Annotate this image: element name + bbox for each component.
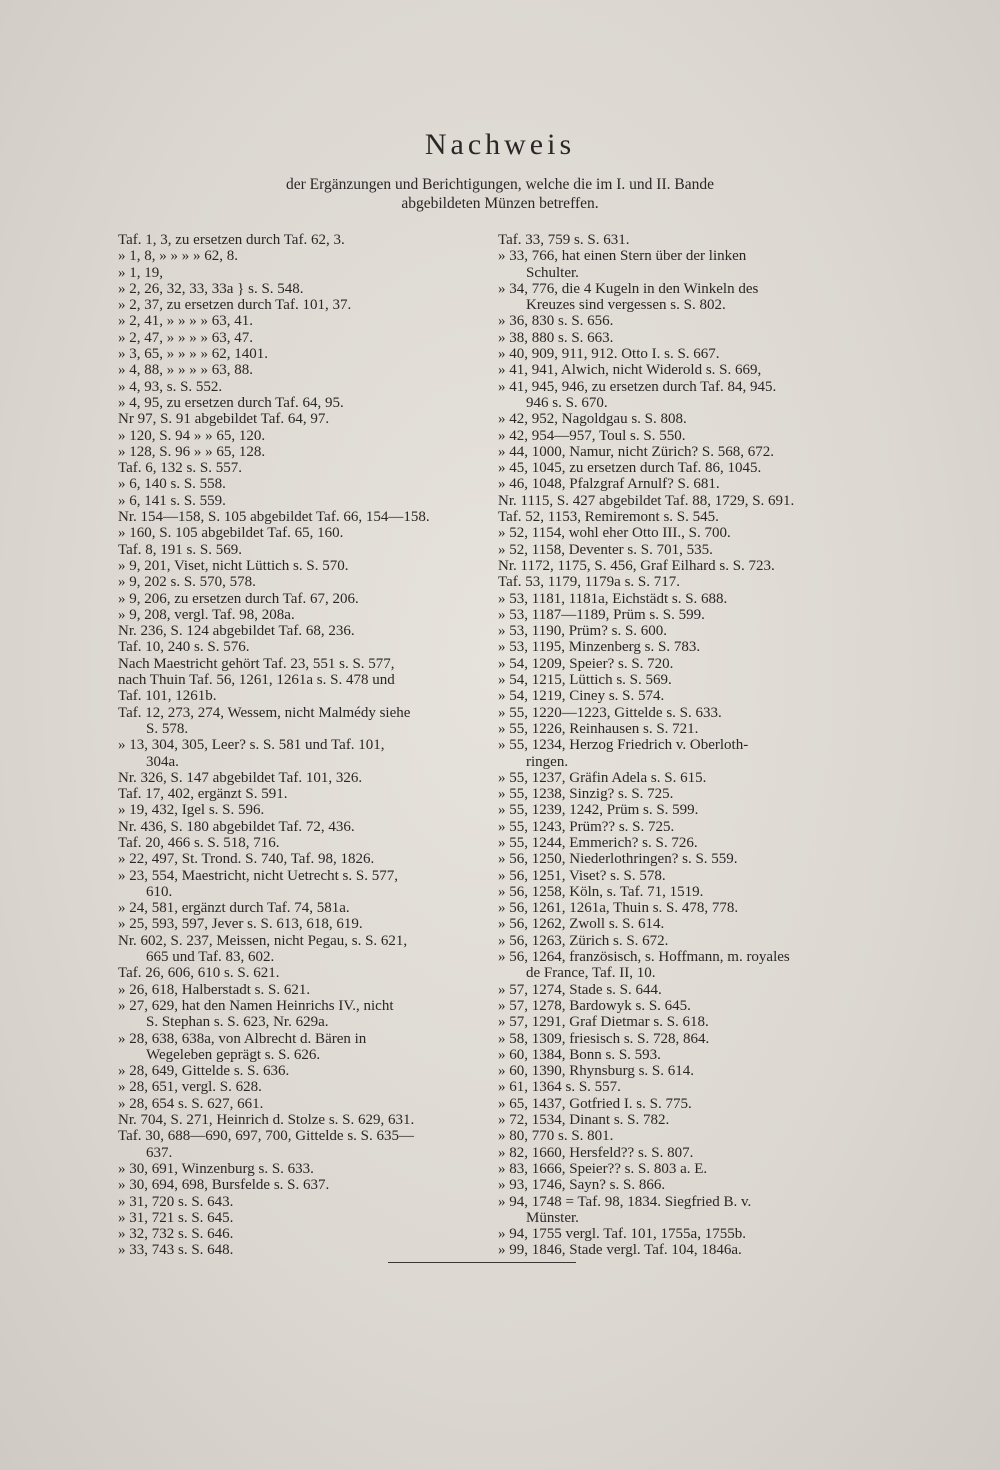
index-entry-line: » 24, 581, ergänzt durch Taf. 74, 581a. <box>118 900 350 917</box>
index-entry-line: » 2, 41, » » » » 63, 41. <box>118 313 253 330</box>
index-entry-line: » 56, 1250, Niederlothringen? s. S. 559. <box>498 851 738 868</box>
index-entry-line: » 44, 1000, Namur, nicht Zürich? S. 568, 672. <box>498 443 775 460</box>
index-entry-line: Nach Maestricht gehört Taf. 23, 551 s. S. 577, <box>118 655 395 672</box>
index-entry-line: Nr. 602, S. 237, Meissen, nicht Pegau, s. S. 621, <box>118 932 408 949</box>
index-entry-line: » 26, 618, Halberstadt s. S. 621. <box>118 981 311 998</box>
index-entry-line: » 55, 1239, 1242, Prüm s. S. 599. <box>498 802 699 819</box>
index-entry-line: » 65, 1437, Gotfried I. s. S. 775. <box>498 1095 692 1112</box>
index-entry-line: » 28, 638, 638a, von Albrecht d. Bären in <box>118 1030 367 1047</box>
subtitle-line-1: der Ergänzungen und Berichtigungen, welche die im I. und II. Bande <box>286 176 714 193</box>
index-entry-line: Nr 97, S. 91 abgebildet Taf. 64, 97. <box>118 411 330 428</box>
index-entry-line: » 82, 1660, Hersfeld?? s. S. 807. <box>498 1144 694 1161</box>
index-entry-line: » 4, 95, zu ersetzen durch Taf. 64, 95. <box>118 394 344 411</box>
index-entry-line: » 56, 1261, 1261a, Thuin s. S. 478, 778. <box>498 900 739 917</box>
index-entry-line: » 41, 945, 946, zu ersetzen durch Taf. 84, 945. <box>498 378 777 395</box>
index-entry-line: » 128, S. 96 » » 65, 128. <box>118 443 266 460</box>
index-entry-line: » 54, 1219, Ciney s. S. 574. <box>498 688 665 705</box>
index-entry-line: » 36, 830 s. S. 656. <box>498 313 614 330</box>
index-entry-line: 665 und Taf. 83, 602. <box>146 949 275 966</box>
index-entry-line: » 56, 1263, Zürich s. S. 672. <box>498 932 669 949</box>
page-title: Nachweis <box>424 128 576 161</box>
index-entry-line: Taf. 26, 606, 610 s. S. 621. <box>118 965 280 982</box>
index-entry-line: nach Thuin Taf. 56, 1261, 1261a s. S. 478 und <box>118 672 395 689</box>
index-entry-line: » 1, 19, <box>118 264 163 281</box>
index-entry-line: 946 s. S. 670. <box>526 394 608 411</box>
index-entry-line: » 32, 732 s. S. 646. <box>118 1226 234 1243</box>
index-entry-line: Taf. 30, 688—690, 697, 700, Gittelde s. S. 635— <box>118 1128 415 1145</box>
index-entry-line: » 94, 1755 vergl. Taf. 101, 1755a, 1755b. <box>498 1226 746 1243</box>
index-entry-line: » 30, 691, Winzenburg s. S. 633. <box>118 1160 314 1177</box>
index-entry-line: » 58, 1309, friesisch s. S. 728, 864. <box>498 1030 710 1047</box>
index-entry-line: Nr. 704, S. 271, Heinrich d. Stolze s. S. 629, 631. <box>118 1112 415 1129</box>
index-entry-line: » 40, 909, 911, 912. Otto I. s. S. 667. <box>498 346 720 363</box>
index-entry-line: » 9, 208, vergl. Taf. 98, 208a. <box>118 606 295 623</box>
index-entry-line: » 54, 1209, Speier? s. S. 720. <box>498 655 674 672</box>
index-entry-line: » 53, 1195, Minzenberg s. S. 783. <box>498 639 701 656</box>
index-entry-line: » 9, 201, Viset, nicht Lüttich s. S. 570. <box>118 557 349 574</box>
index-entry-line: Nr. 236, S. 124 abgebildet Taf. 68, 236. <box>118 623 355 640</box>
index-entry-line: » 28, 651, vergl. S. 628. <box>118 1079 262 1096</box>
index-entry-line: ringen. <box>526 753 569 770</box>
index-entry-line: » 55, 1220—1223, Gittelde s. S. 633. <box>498 704 722 721</box>
index-entry-line: » 72, 1534, Dinant s. S. 782. <box>498 1112 670 1129</box>
index-entry-line: Taf. 33, 759 s. S. 631. <box>498 232 630 248</box>
index-entry-line: » 55, 1226, Reinhausen s. S. 721. <box>498 720 699 737</box>
index-entry-line: » 9, 202 s. S. 570, 578. <box>118 574 256 591</box>
right-column <box>498 232 850 1259</box>
index-entry-line: » 42, 952, Nagoldgau s. S. 808. <box>498 411 687 428</box>
index-entry-line: Taf. 20, 466 s. S. 518, 716. <box>118 834 280 851</box>
index-entry-line: » 53, 1187—1189, Prüm s. S. 599. <box>498 606 705 623</box>
index-entry-line: » 2, 47, » » » » 63, 47. <box>118 329 253 346</box>
index-entry-line: » 41, 941, Alwich, nicht Widerold s. S. 669, <box>498 362 762 379</box>
index-entry-line: » 6, 141 s. S. 559. <box>118 492 226 509</box>
index-entry-line: » 2, 26, 32, 33, 33a } s. S. 548. <box>118 280 304 297</box>
index-entry-line: » 80, 770 s. S. 801. <box>498 1128 614 1145</box>
index-entry-line: » 55, 1244, Emmerich? s. S. 726. <box>498 834 698 851</box>
index-entry-line: » 99, 1846, Stade vergl. Taf. 104, 1846a. <box>498 1242 742 1259</box>
index-entry-line: S. 578. <box>146 720 189 737</box>
index-entry-line: » 4, 93, s. S. 552. <box>118 378 223 395</box>
index-entry-line: » 56, 1264, französisch, s. Hoffmann, m. royales <box>498 949 790 966</box>
index-entry-line: Nr. 1172, 1175, S. 456, Graf Eilhard s. S. 723. <box>498 557 775 574</box>
index-entry-line: » 9, 206, zu ersetzen durch Taf. 67, 206. <box>118 590 359 607</box>
index-entry-line: Taf. 10, 240 s. S. 576. <box>118 639 250 656</box>
index-entry-line: » 4, 88, » » » » 63, 88. <box>118 362 253 379</box>
index-entry-line: 304a. <box>146 753 179 770</box>
index-entry-line: » 2, 37, zu ersetzen durch Taf. 101, 37. <box>118 297 352 314</box>
index-entry-line: » 6, 140 s. S. 558. <box>118 476 226 493</box>
index-entry-line: 637. <box>146 1144 173 1161</box>
index-entry-line: » 33, 766, hat einen Stern über der linken <box>498 248 747 265</box>
subtitle-line-2: abgebildeten Münzen betreffen. <box>401 195 599 212</box>
index-entry-line: » 120, S. 94 » » 65, 120. <box>118 427 266 444</box>
index-entry-line: » 1, 8, » » » » 62, 8. <box>118 248 238 265</box>
index-entry-line: » 60, 1390, Rhynsburg s. S. 614. <box>498 1063 694 1080</box>
index-entry-line: » 56, 1258, Köln, s. Taf. 71, 1519. <box>498 883 704 900</box>
index-entry-line: » 55, 1234, Herzog Friedrich v. Oberloth- <box>498 737 749 754</box>
index-entry-line: » 27, 629, hat den Namen Heinrichs IV., nicht <box>118 997 394 1014</box>
index-entry-line: Wegeleben geprägt s. S. 626. <box>146 1046 321 1063</box>
index-entry-line: » 54, 1215, Lüttich s. S. 569. <box>498 672 672 689</box>
closing-rule <box>388 1262 576 1263</box>
index-entry-line: Kreuzes sind vergessen s. S. 802. <box>526 297 726 314</box>
index-entry-line: Münster. <box>526 1209 579 1226</box>
index-entry-line: » 55, 1243, Prüm?? s. S. 725. <box>498 818 675 835</box>
index-entry-line: » 53, 1190, Prüm? s. S. 600. <box>498 623 668 640</box>
index-entry-line: Taf. 101, 1261b. <box>118 688 217 705</box>
index-entry-line: » 45, 1045, zu ersetzen durch Taf. 86, 1045. <box>498 460 762 477</box>
index-entry-line: » 53, 1181, 1181a, Eichstädt s. S. 688. <box>498 590 728 607</box>
index-entry-line: » 52, 1154, wohl eher Otto III., S. 700. <box>498 525 731 542</box>
index-entry-line: » 60, 1384, Bonn s. S. 593. <box>498 1046 661 1063</box>
index-entry-line: » 55, 1238, Sinzig? s. S. 725. <box>498 786 674 803</box>
index-entry-line: » 28, 649, Gittelde s. S. 636. <box>118 1063 290 1080</box>
index-entry-line: » 55, 1237, Gräfin Adela s. S. 615. <box>498 769 707 786</box>
index-entry-line: » 93, 1746, Sayn? s. S. 866. <box>498 1177 666 1194</box>
index-entry-line: Taf. 17, 402, ergänzt S. 591. <box>118 786 288 803</box>
left-column <box>118 232 488 1259</box>
index-entry-line: » 30, 694, 698, Bursfelde s. S. 637. <box>118 1177 330 1194</box>
index-entry-line: » 56, 1262, Zwoll s. S. 614. <box>498 916 665 933</box>
index-entry-line: » 13, 304, 305, Leer? s. S. 581 und Taf. 101, <box>118 737 385 754</box>
index-entry-line: Taf. 12, 273, 274, Wessem, nicht Malmédy siehe <box>118 704 411 721</box>
index-entry-line: » 160, S. 105 abgebildet Taf. 65, 160. <box>118 525 344 542</box>
index-entry-line: » 25, 593, 597, Jever s. S. 613, 618, 619. <box>118 916 363 933</box>
index-entry-line: » 28, 654 s. S. 627, 661. <box>118 1095 264 1112</box>
index-entry-line: Taf. 1, 3, zu ersetzen durch Taf. 62, 3. <box>118 232 345 248</box>
index-entry-line: 610. <box>146 883 173 900</box>
index-entry-line: » 34, 776, die 4 Kugeln in den Winkeln des <box>498 280 759 297</box>
index-entry-line: Nr. 1115, S. 427 abgebildet Taf. 88, 1729, S. 691. <box>498 492 795 509</box>
index-entry-line: » 83, 1666, Speier?? s. S. 803 a. E. <box>498 1160 708 1177</box>
index-entry-line: Nr. 154—158, S. 105 abgebildet Taf. 66, 154—158. <box>118 509 430 526</box>
index-entry-line: » 61, 1364 s. S. 557. <box>498 1079 621 1096</box>
index-entry-line: » 23, 554, Maestricht, nicht Uetrecht s. S. 577, <box>118 867 398 884</box>
index-entry-line: Taf. 52, 1153, Remiremont s. S. 545. <box>498 509 719 526</box>
index-entry-line: Nr. 326, S. 147 abgebildet Taf. 101, 326. <box>118 769 363 786</box>
index-entry-line: » 94, 1748 = Taf. 98, 1834. Siegfried B. v. <box>498 1193 752 1210</box>
index-entry-line: » 38, 880 s. S. 663. <box>498 329 614 346</box>
index-entry-line: » 52, 1158, Deventer s. S. 701, 535. <box>498 541 713 558</box>
index-entry-line: de France, Taf. II, 10. <box>526 965 656 982</box>
index-entry-line: Schulter. <box>526 264 579 281</box>
index-entry-line: » 19, 432, Igel s. S. 596. <box>118 802 265 819</box>
index-entry-line: » 57, 1291, Graf Dietmar s. S. 618. <box>498 1014 709 1031</box>
index-entry-line: Taf. 6, 132 s. S. 557. <box>118 460 242 477</box>
index-entry-line: » 22, 497, St. Trond. S. 740, Taf. 98, 1826. <box>118 851 375 868</box>
index-entry-line: » 57, 1278, Bardowyk s. S. 645. <box>498 997 691 1014</box>
index-entry-line: » 42, 954—957, Toul s. S. 550. <box>498 427 686 444</box>
index-entry-line: Taf. 8, 191 s. S. 569. <box>118 541 242 558</box>
index-entry-line: Taf. 53, 1179, 1179a s. S. 717. <box>498 574 680 591</box>
index-entry-line: Nr. 436, S. 180 abgebildet Taf. 72, 436. <box>118 818 355 835</box>
index-entry-line: » 31, 720 s. S. 643. <box>118 1193 234 1210</box>
index-entry-line: » 57, 1274, Stade s. S. 644. <box>498 981 662 998</box>
index-entry-line: » 3, 65, » » » » 62, 1401. <box>118 346 268 363</box>
index-entry-line: » 46, 1048, Pfalzgraf Arnulf? S. 681. <box>498 476 720 493</box>
index-entry-line: » 33, 743 s. S. 648. <box>118 1242 234 1259</box>
index-entry-line: » 56, 1251, Viset? s. S. 578. <box>498 867 666 884</box>
index-entry-line: S. Stephan s. S. 623, Nr. 629a. <box>146 1014 329 1031</box>
index-entry-line: » 31, 721 s. S. 645. <box>118 1209 234 1226</box>
